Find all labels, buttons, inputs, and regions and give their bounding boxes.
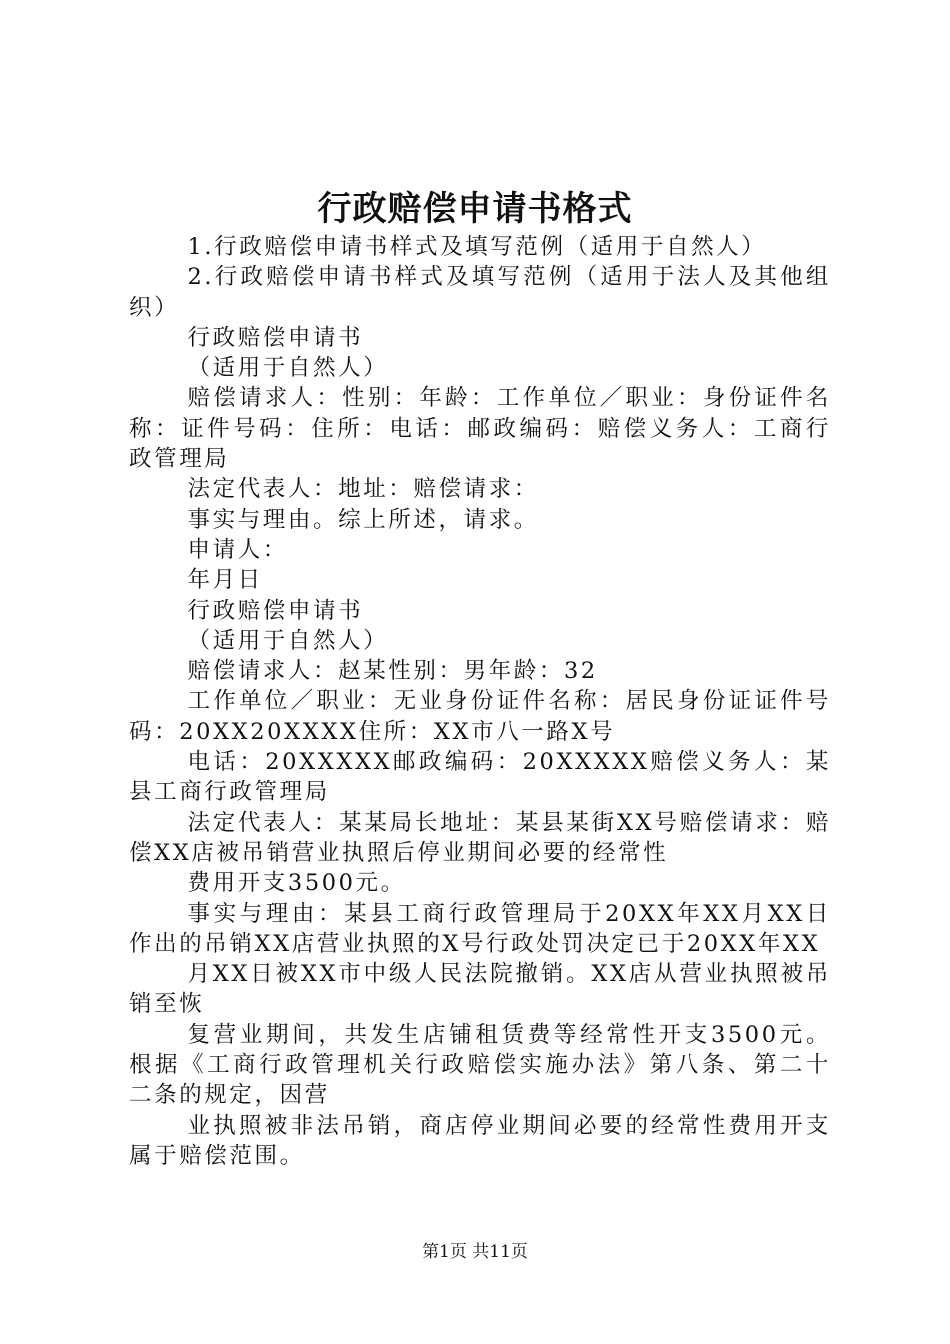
document-title: 行政赔偿申请书格式 bbox=[317, 189, 633, 229]
page-number-footer: 第1页 共11页 bbox=[422, 1242, 528, 1262]
paragraph: 事实与理由：某县工商行政管理局于20XX年XX月XX日作出的吊销XX店营业执照的X号行政处罚决定已于20XX年XX bbox=[129, 900, 831, 957]
paragraph: 赔偿请求人：赵某性别：男年龄：32 bbox=[187, 658, 598, 685]
paragraph: 法定代表人：地址：赔偿请求： bbox=[187, 476, 539, 503]
paragraph: 复营业期间，共发生店铺租赁费等经常性开支3500元。根据《工商行政管理机关行政赔偿实施办法》第八条、第二十二条的规定，因营 bbox=[129, 1021, 831, 1109]
paragraph: 申请人： bbox=[187, 536, 288, 563]
paragraph: 费用开支3500元。 bbox=[187, 870, 406, 897]
paragraph: 行政赔偿申请书 bbox=[187, 597, 364, 624]
paragraph: 年月日 bbox=[187, 567, 263, 594]
paragraph: 电话：20XXXXX邮政编码：20XXXXX赔偿义务人：某县工商行政管理局 bbox=[129, 749, 831, 806]
paragraph: 业执照被非法吊销，商店停业期间必要的经常性费用开支属于赔偿范围。 bbox=[129, 1112, 831, 1169]
document-body bbox=[129, 232, 831, 1171]
paragraph: （适用于自然人） bbox=[187, 355, 389, 382]
paragraph: （适用于自然人） bbox=[187, 627, 389, 654]
paragraph: 法定代表人：某某局长地址：某县某街XX号赔偿请求：赔偿XX店被吊销营业执照后停业期间必要的经常性 bbox=[129, 809, 831, 866]
paragraph: 赔偿请求人：性别：年龄：工作单位／职业：身份证件名称：证件号码：住所：电话：邮政编码：赔偿义务人：工商行政管理局 bbox=[129, 385, 831, 473]
paragraph: 行政赔偿申请书 bbox=[187, 324, 364, 351]
paragraph: 工作单位／职业：无业身份证件名称：居民身份证证件号码：20XX20XXXX住所：XX市八一路X号 bbox=[129, 688, 831, 745]
paragraph: 月XX日被XX市中级人民法院撤销。XX店从营业执照被吊销至恢 bbox=[129, 961, 831, 1018]
paragraph: 2.行政赔偿申请书样式及填写范例（适用于法人及其他组织） bbox=[129, 264, 831, 321]
paragraph: 事实与理由。综上所述，请求。 bbox=[187, 506, 539, 533]
paragraph: 1.行政赔偿申请书样式及填写范例（适用于自然人） bbox=[187, 234, 767, 260]
